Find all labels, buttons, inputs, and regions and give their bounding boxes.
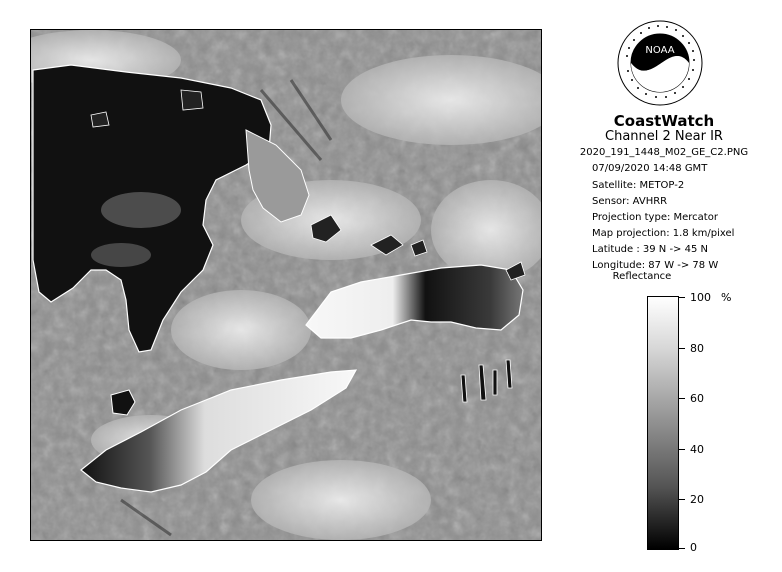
latitude-range: Latitude : 39 N -> 45 N: [592, 244, 708, 255]
date-time: 07/09/2020 14:48 GMT: [592, 163, 708, 174]
colorbar-tick: [679, 499, 685, 500]
colorbar-tick: [679, 297, 685, 298]
colorbar-tick: [679, 449, 685, 450]
colorbar-tick-label: 60: [690, 392, 704, 405]
channel-name: Channel 2 Near IR: [605, 129, 723, 144]
colorbar-tick-label: 100: [690, 291, 711, 304]
colorbar-unit: %: [721, 291, 732, 304]
colorbar-tick: [679, 348, 685, 349]
noaa-logo-icon: [617, 20, 703, 106]
colorbar-title: Reflectance: [612, 271, 672, 282]
file-name: 2020_191_1448_M02_GE_C2.PNG: [579, 147, 749, 158]
satellite-info: Satellite: METOP-2: [592, 180, 685, 191]
longitude-range: Longitude: 87 W -> 78 W: [592, 260, 719, 271]
colorbar-tick-label: 80: [690, 342, 704, 355]
colorbar-tick-label: 0: [690, 541, 697, 554]
colorbar-tick-label: 40: [690, 443, 704, 456]
colorbar: [647, 296, 679, 550]
colorbar-tick-label: 20: [690, 493, 704, 506]
colorbar-tick: [679, 398, 685, 399]
noaa-label: NOAA: [645, 45, 675, 56]
map-image: [31, 30, 541, 540]
map-projection: Map projection: 1.8 km/pixel: [592, 228, 735, 239]
satellite-map: [30, 29, 542, 541]
app-title: CoastWatch: [613, 112, 715, 130]
sensor-info: Sensor: AVHRR: [592, 196, 668, 207]
projection-type: Projection type: Mercator: [592, 212, 718, 223]
colorbar-tick: [679, 548, 685, 549]
